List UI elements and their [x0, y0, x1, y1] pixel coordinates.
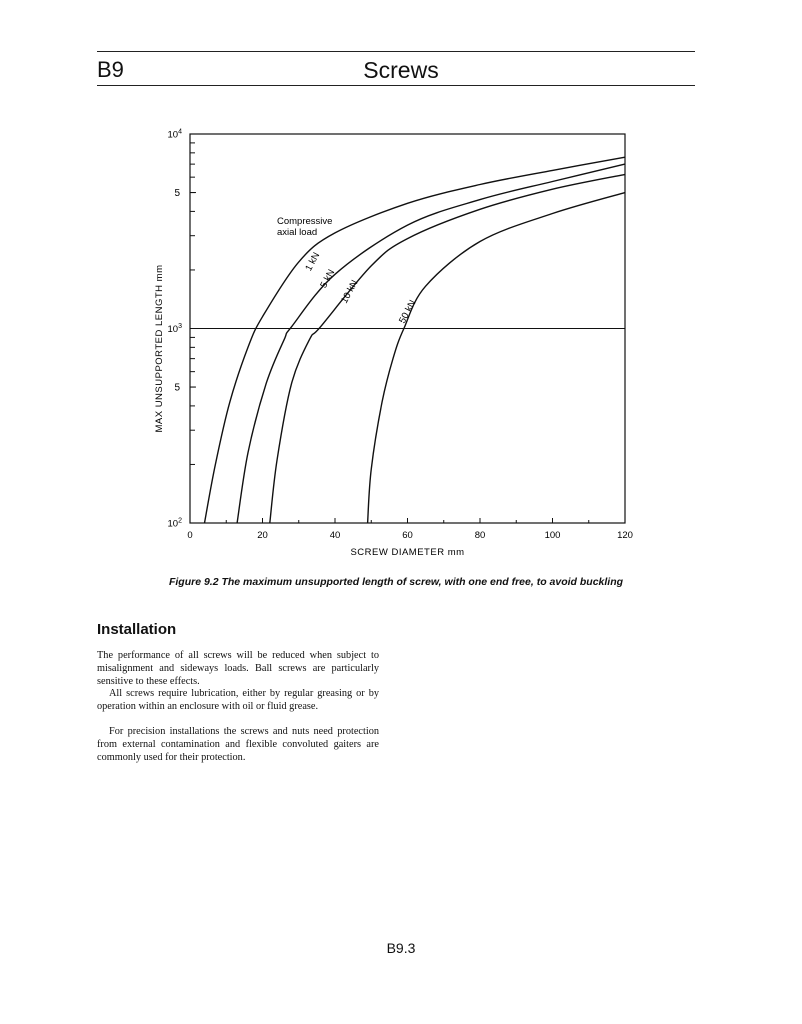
series-label: 50 kN	[397, 298, 419, 326]
x-axis-title: SCREW DIAMETER mm	[350, 547, 465, 558]
series-line-50-kn	[368, 193, 625, 523]
annotation-line: Compressive	[277, 216, 333, 227]
x-tick-label: 20	[257, 530, 268, 541]
x-tick-label: 0	[187, 530, 193, 541]
x-tick-label: 100	[544, 530, 561, 541]
paragraph-1: The performance of all screws will be reduced when subject to misalignment and sideways loads. Ball screws are particularly sensitive to these effects.	[97, 650, 379, 687]
paragraph-3: For precision installations the screws and nuts need protection from external contamination and flexible convoluted gaiters are commonly used for their protection.	[97, 726, 379, 763]
x-tick-label: 80	[474, 530, 486, 541]
figure-caption: Figure 9.2 The maximum unsupported length of screw, with one end free, to avoid buckling	[168, 576, 624, 588]
series-label: 5 kN	[318, 267, 338, 291]
section-number: B9	[97, 57, 124, 82]
series-line-1-kn	[205, 157, 626, 523]
y-axis-title: MAX UNSUPPORTED LENGTH mm	[154, 264, 165, 433]
y-tick-label: 5	[174, 382, 180, 394]
y-tick-label: $10^4$	[167, 128, 182, 141]
series-label: 10 kN	[339, 278, 361, 306]
series-label: 1 kN	[303, 250, 323, 274]
y-tick-label: $10^2$	[167, 517, 182, 530]
section-heading: Installation	[97, 621, 177, 638]
paragraph-2: All screws require lubrication, either by regular greasing or by operation within an enclosure with oil or fluid grease.	[97, 688, 379, 712]
y-tick-label: 5	[174, 188, 180, 200]
page-title: Screws	[363, 57, 439, 83]
y-tick-label: $10^3$	[167, 323, 182, 335]
annotation-line: axial load	[277, 227, 318, 238]
x-tick-label: 60	[402, 530, 413, 541]
x-tick-label: 120	[617, 530, 633, 541]
x-tick-label: 40	[329, 530, 341, 541]
page-number: B9.3	[386, 940, 416, 956]
